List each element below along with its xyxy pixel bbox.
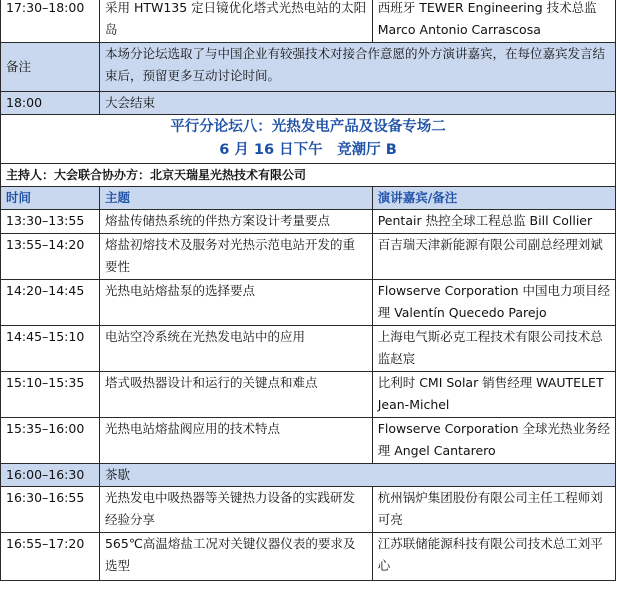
topic-cell: 565℃高温熔盐工况对关键仪器仪表的要求及选型 (99, 533, 372, 581)
section-title-line1: 平行分论坛八：光热发电产品及设备专场二 (170, 119, 446, 135)
time-cell: 13:55–14:20 (1, 234, 100, 280)
table-row (1, 418, 616, 464)
remark-label: 备注 (1, 43, 100, 92)
header-time: 时间 (1, 187, 100, 210)
time-cell: 13:30–13:55 (1, 210, 100, 234)
topic-cell: 塔式吸热器设计和运行的关键点和难点 (99, 372, 372, 418)
topic-cell: 电站空冷系统在光热发电站中的应用 (99, 326, 372, 372)
time-cell: 16:30–16:55 (1, 487, 100, 533)
topic-cell: 熔盐传储热系统的伴热方案设计考量要点 (99, 210, 372, 234)
header-speaker: 演讲嘉宾/备注 (372, 187, 615, 210)
topic-cell: 茶歇 (99, 464, 615, 487)
speaker-cell: 上海电气斯必克工程技术有限公司技术总监赵宸 (372, 326, 615, 372)
topic-cell: 光热电站熔盐阀应用的技术特点 (99, 418, 372, 464)
closing-time: 18:00 (1, 92, 100, 115)
speaker-cell: Flowserve Corporation 中国电力项目经理 Valentín Quecedo Parejo (372, 280, 615, 326)
table-row (1, 326, 616, 372)
time-cell: 14:20–14:45 (1, 280, 100, 326)
closing-label: 大会结束 (99, 92, 615, 115)
speaker-cell: 江苏联储能源科技有限公司技术总工刘平心 (372, 533, 615, 581)
host-row (1, 164, 616, 187)
topic-cell: 光热电站熔盐泵的选择要点 (99, 280, 372, 326)
table-row (1, 210, 616, 234)
table-header-row (1, 187, 616, 210)
closing-row (1, 92, 616, 115)
section-title-row (1, 115, 616, 164)
table-row (1, 234, 616, 280)
section-title (1, 115, 616, 164)
speaker-cell: Flowserve Corporation 全球光热业务经理 Angel Cantarero (372, 418, 615, 464)
time-cell: 17:30–18:00 (1, 0, 100, 43)
speaker-cell: 百吉瑞天津新能源有限公司副总经理刘斌 (372, 234, 615, 280)
speaker-cell: 杭州锅炉集团股份有限公司主任工程师刘可亮 (372, 487, 615, 533)
table-row (1, 372, 616, 418)
host-line: 主持人：大会联合协办方：北京天瑞星光热技术有限公司 (1, 164, 616, 187)
table-row (1, 533, 616, 581)
time-cell: 16:55–17:20 (1, 533, 100, 581)
time-cell: 14:45–15:10 (1, 326, 100, 372)
time-cell: 15:10–15:35 (1, 372, 100, 418)
table-row (1, 280, 616, 326)
time-cell: 16:00–16:30 (1, 464, 100, 487)
header-topic: 主题 (99, 187, 372, 210)
topic-cell: 采用 HTW135 定日镜优化塔式光热电站的太阳岛 (99, 0, 372, 43)
break-row (1, 464, 616, 487)
table-row (1, 487, 616, 533)
section-title-line2: 6 月 16 日下午 竞潮厅 B (219, 142, 397, 158)
remark-row (1, 43, 616, 92)
topic-cell: 光热发电中吸热器等关键热力设备的实践研发经验分享 (99, 487, 372, 533)
remark-text: 本场分论坛选取了与中国企业有较强技术对接合作意愿的外方演讲嘉宾，在每位嘉宾发言结束后，预留更多互动讨论时间。 (99, 43, 615, 92)
speaker-cell: 比利时 CMI Solar 销售经理 WAUTELET Jean-Michel (372, 372, 615, 418)
speaker-cell: Pentair 热控全球工程总监 Bill Collier (372, 210, 615, 234)
speaker-cell: 西班牙 TEWER Engineering 技术总监 Marco Antonio Carrascosa (372, 0, 615, 43)
table-row (1, 0, 616, 43)
time-cell: 15:35–16:00 (1, 418, 100, 464)
topic-cell: 熔盐初熔技术及服务对光热示范电站开发的重要性 (99, 234, 372, 280)
